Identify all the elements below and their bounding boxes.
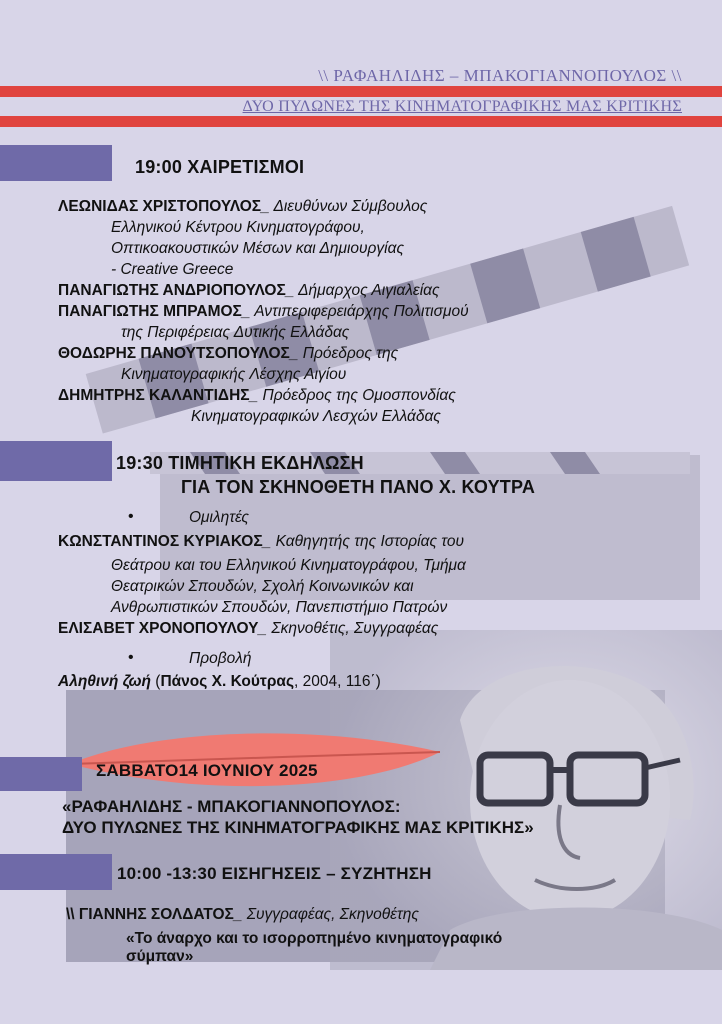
event-title-line1: «ΡΑΦΑΗΛΙΔΗΣ - ΜΠΑΚΟΓΙΑΝΝΟΠΟΥΛΟΣ: <box>62 797 401 816</box>
greeting-entry <box>58 196 427 217</box>
greeting-entry <box>58 301 469 322</box>
speaker-entry <box>58 531 464 552</box>
role-continuation: Θεατρικών Σπουδών, Σχολή Κοινωνικών και <box>111 578 414 595</box>
role-continuation: Ελληνικού Κέντρου Κινηματογράφου, <box>111 219 365 236</box>
screening-open-paren: ( <box>150 673 161 690</box>
talk-title-line1: «Το άναρχο και το ισορροπημένο κινηματογραφικό <box>126 930 503 947</box>
speakers-label: Ομιλητές <box>189 509 249 526</box>
person-role: _ Πρόεδρος της Ομοσπονδίας <box>249 387 456 404</box>
role-continuation: Κινηματογραφικών Λεσχών Ελλάδας <box>191 408 441 425</box>
person-name: ΠΑΝΑΓΙΩΤΗΣ ΑΝΔΡΙΟΠΟΥΛΟΣ <box>58 282 286 299</box>
person-role: _ Διευθύνων Σύμβουλος <box>261 198 428 215</box>
person-role: _ Δήμαρχος Αιγιαλείας <box>285 282 440 299</box>
greeting-entry <box>58 385 456 406</box>
person-role: _ Συγγραφέας, Σκηνοθέτης <box>233 906 419 923</box>
person-name: ΓΙΑΝΝΗΣ ΣΟΛΔΑΤΟΣ <box>78 906 234 923</box>
section2-heading: 19:30 ΤΙΜΗΤΙΚΗ ΕΚΔΗΛΩΣΗ <box>116 453 364 473</box>
header-title: \\ ΡΑΦΑΗΛΙΔΗΣ – ΜΠΑΚΟΓΙΑΝΝΟΠΟΥΛΟΣ \\ <box>318 66 682 85</box>
section-tab <box>0 854 112 890</box>
person-role: _ Σκηνοθέτις, Συγγραφέας <box>258 620 439 637</box>
role-continuation: Ανθρωπιστικών Σπουδών, Πανεπιστήμιο Πατρών <box>111 599 448 616</box>
bullet-icon: • <box>128 649 134 666</box>
red-stripe-bottom <box>0 116 722 127</box>
event-title-line2: ΔΥΟ ΠΥΛΩΝΕΣ ΤΗΣ ΚΙΝΗΜΑΤΟΓΡΑΦΙΚΗΣ ΜΑΣ ΚΡΙΤΙΚΗΣ» <box>62 818 534 837</box>
talk-prefix: \\ <box>66 906 79 923</box>
section1-heading: 19:00 ΧΑΙΡΕΤΙΣΜΟΙ <box>135 157 305 177</box>
greeting-entry <box>58 343 398 364</box>
section-tab <box>0 145 112 181</box>
role-continuation: Κινηματογραφικής Λέσχης Αιγίου <box>121 366 347 383</box>
role-continuation: της Περιφέρειας Δυτικής Ελλάδας <box>121 324 350 341</box>
person-role: _ Καθηγητής της Ιστορίας του <box>262 533 465 550</box>
event-date: ΣΑΒΒΑΤΟ14 ΙΟΥΝΙΟΥ 2025 <box>96 761 318 780</box>
film-details: , 2004, 116΄) <box>294 673 381 690</box>
screening-entry <box>58 671 381 692</box>
section-tab <box>0 757 82 791</box>
talk-entry <box>66 904 419 925</box>
person-name: ΠΑΝΑΓΙΩΤΗΣ ΜΠΡΑΜΟΣ <box>58 303 242 320</box>
greeting-entry <box>58 280 440 301</box>
session-heading: 10:00 -13:30 ΕΙΣΗΓΗΣΕΙΣ – ΣΥΖΗΤΗΣΗ <box>117 864 432 883</box>
talk-title-line2: σύμπαν» <box>126 948 194 965</box>
person-name: ΛΕΩΝΙΔΑΣ ΧΡΙΣΤΟΠΟΥΛΟΣ <box>58 198 262 215</box>
section2-heading-line2: ΓΙΑ ΤΟΝ ΣΚΗΝΟΘΕΤΗ ΠΑΝΟ Χ. ΚΟΥΤΡΑ <box>181 477 536 497</box>
person-role: _ Αντιπεριφερειάρχης Πολιτισμού <box>241 303 469 320</box>
person-name: ΕΛΙΣΑΒΕΤ ΧΡΟΝΟΠΟΥΛΟΥ <box>58 620 259 637</box>
header-subtitle: ΔΥΟ ΠΥΛΩΝΕΣ ΤΗΣ ΚΙΝΗΜΑΤΟΓΡΑΦΙΚΗΣ ΜΑΣ ΚΡΙΤΙΚΗΣ <box>242 98 682 115</box>
red-stripe-top <box>0 86 722 97</box>
speaker-entry <box>58 618 438 639</box>
person-role: _ Πρόεδρος της <box>289 345 399 362</box>
bullet-icon: • <box>128 508 134 525</box>
section-tab <box>0 441 112 481</box>
person-name: ΔΗΜΗΤΡΗΣ ΚΑΛΑΝΤΙΔΗΣ <box>58 387 250 404</box>
film-director: Πάνος Χ. Κούτρας <box>160 673 295 690</box>
role-continuation: Θεάτρου και του Ελληνικού Κινηματογράφου, Τμήμα <box>111 557 466 574</box>
person-name: ΚΩΝΣΤΑΝΤΙΝΟΣ ΚΥΡΙΑΚΟΣ <box>58 533 263 550</box>
screening-label: Προβολή <box>189 650 252 667</box>
film-title: Αληθινή ζωή <box>58 673 151 690</box>
person-name: ΘΟΔΩΡΗΣ ΠΑΝΟΥΤΣΟΠΟΥΛΟΣ <box>58 345 290 362</box>
role-continuation: Οπτικοακουστικών Μέσων και Δημιουργίας <box>111 240 404 257</box>
role-continuation: - Creative Greece <box>111 261 234 278</box>
